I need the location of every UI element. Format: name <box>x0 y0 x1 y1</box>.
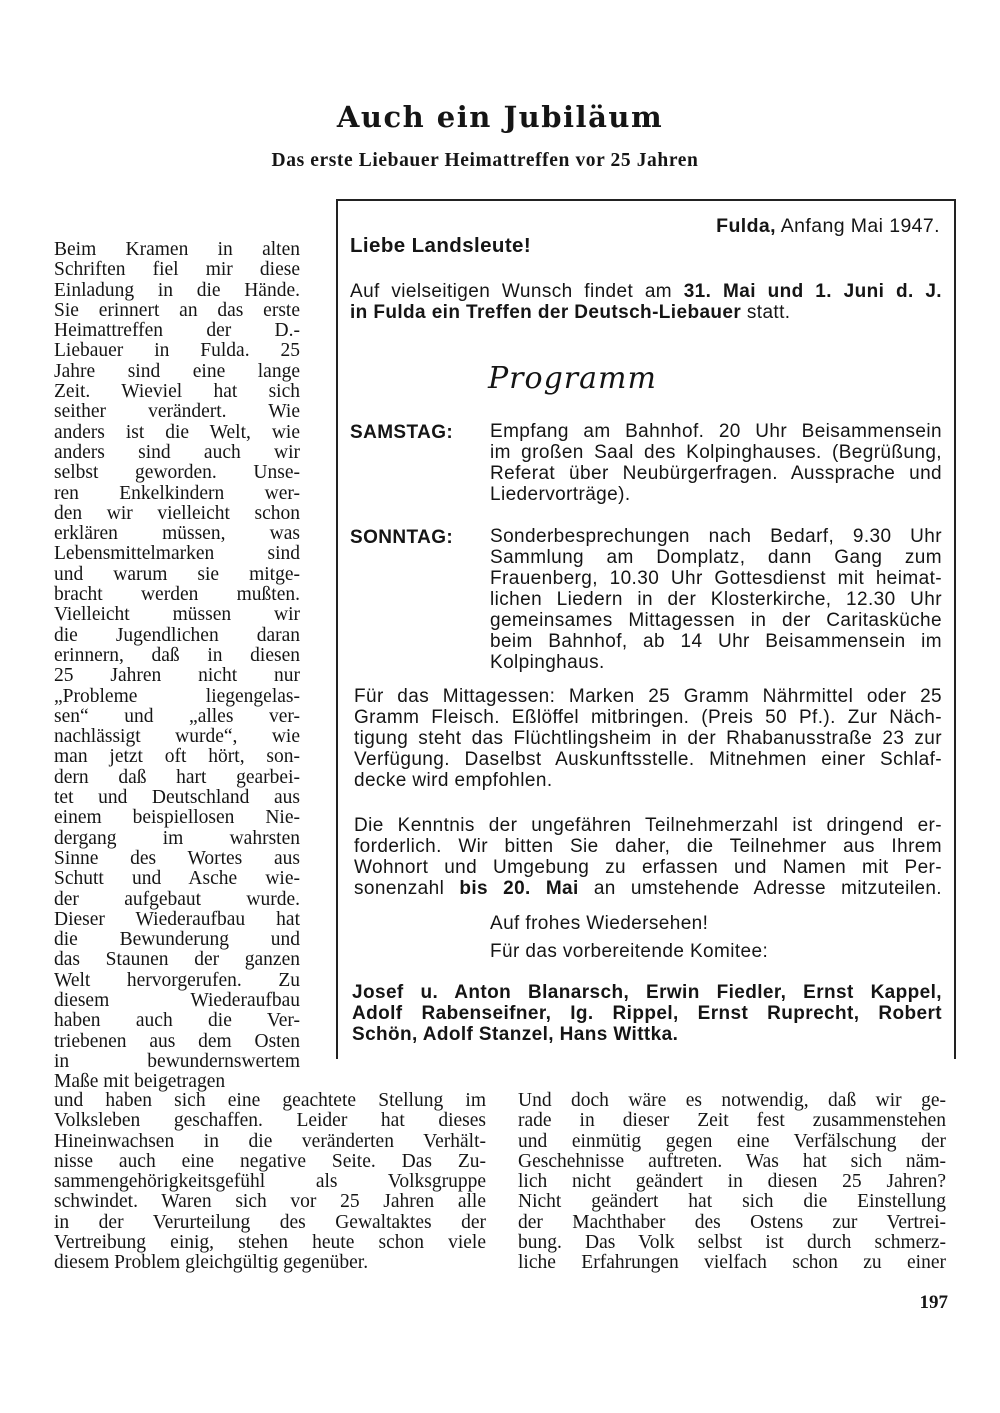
text-line: Schutt und Asche wie- <box>54 868 300 890</box>
text-line: Maße mit beigetragen <box>54 1071 226 1093</box>
text-line: Gramm Fleisch. Eßlöffel mitbringen. (Preis 50 Pf.). Zur Näch- <box>354 707 942 728</box>
text-line: Sammlung am Domplatz, dann Gang zum <box>490 547 942 568</box>
text-line: Beim Kramen in alten <box>54 239 300 260</box>
text-line: selbst geworden. Unse- <box>54 462 300 484</box>
article-subtitle: Das erste Liebauer Heimattreffen vor 25 Jahren <box>271 150 699 171</box>
text-line: Verfügung. Daselbst Auskunftsstelle. Mitnehmen einer Schlaf- <box>354 749 942 770</box>
text-line: rade in dieser Zeit fest zusammenstehen <box>518 1110 946 1132</box>
intro-text: Auf vielseitigen Wunsch findet am <box>350 281 673 302</box>
text-line: bung. Das Volk selbst ist durch schmerz- <box>518 1232 946 1254</box>
text-line: Die Kenntnis der ungefähren Teilnehmerzahl ist dringend er- <box>354 815 942 836</box>
article-title: Auch ein Jubiläum <box>336 100 664 134</box>
text-line: erinnern, daß in diesen <box>54 644 300 666</box>
text-line: und warum sie mitge- <box>54 563 300 585</box>
text-line: der aufgebaut wurde. <box>54 888 300 910</box>
text-line: beim Bahnhof, ab 14 Uhr Beisammensein im <box>490 631 942 652</box>
text-line: forderlich. Wir bitten Sie daher, die Teilnehmer aus Ihrem <box>354 836 942 857</box>
participant-count-note <box>354 815 942 899</box>
committee-names <box>352 982 942 1045</box>
text-line: Kolpinghaus. <box>490 652 605 673</box>
text-line: Sonderbesprechungen nach Bedarf, 9.30 Uhr <box>490 526 942 547</box>
text-line: sammengehörigkeitsgefühl als Volksgruppe <box>54 1171 486 1193</box>
text-line: triebenen aus dem Osten <box>54 1030 300 1052</box>
text-line: diesem Wiederaufbau <box>54 989 300 1011</box>
text-line: Nicht geändert hat sich die Einstellung <box>518 1191 946 1213</box>
text-line: Sinne des Wortes aus <box>54 847 300 869</box>
intro-text: statt. <box>746 302 791 323</box>
bottom-left-column <box>54 1091 486 1274</box>
text-line: dern daß hart gearbei- <box>54 766 300 788</box>
text-line: Josef u. Anton Blanarsch, Erwin Fiedler, Ernst Kappel, <box>352 982 942 1003</box>
page-number: 197 <box>919 1292 948 1313</box>
text-line: schwindet. Waren sich vor 25 Jahren alle <box>54 1191 486 1213</box>
text-line <box>354 878 942 899</box>
invitation-intro <box>350 281 942 323</box>
text-line <box>350 302 942 323</box>
text-line: in bewundernswertem <box>54 1050 300 1072</box>
text-line: einem beispiellosen Nie- <box>54 807 300 829</box>
intro-dates: 31. Mai und 1. Juni d. J. <box>683 281 942 302</box>
programm-heading: Programm <box>488 361 657 396</box>
text-line: Lebensmittelmarken sind <box>54 543 300 565</box>
left-column-text <box>54 240 300 1092</box>
text-line: Schriften fiel mir diese <box>54 259 300 281</box>
text-line: Für das Mittagessen: Marken 25 Gramm Nährmittel oder 25 <box>354 686 942 707</box>
text-line: nisse auch eine negative Seite. Das Zu- <box>54 1150 486 1172</box>
text-line: Heimattreffen der D.- <box>54 320 300 342</box>
text-line: Empfang am Bahnhof. 20 Uhr Beisammensein <box>490 421 942 442</box>
invitation-box <box>336 199 956 1059</box>
text-line: Frauenberg, 10.30 Uhr Gottesdienst mit heimat- <box>490 568 942 589</box>
text-line: decke wird empfohlen. <box>354 770 553 791</box>
text-line: Referat über Neubürgerfragen. Aussprache und <box>490 463 942 484</box>
text-line <box>350 281 942 302</box>
intro-place: in Fulda ein Treffen der Deutsch-Liebauer <box>350 302 742 323</box>
text-line: bracht werden mußten. <box>54 584 300 606</box>
text-line: Zeit. Wieviel hat sich <box>54 381 300 403</box>
count-text: sonenzahl <box>354 878 445 899</box>
text-line: anders sind auch wir <box>54 441 300 463</box>
text-line: Hineinwachsen in die veränderten Verhält- <box>54 1130 486 1152</box>
invitation-dateline <box>716 215 940 238</box>
text-line: Sie erinnert an das erste <box>54 299 300 321</box>
text-line: der Machthaber des Ostens zur Vertrei- <box>518 1211 946 1233</box>
text-line: Vielleicht müssen wir <box>54 604 300 626</box>
text-line: lich nicht geändert in diesen 25 Jahren? <box>518 1171 946 1193</box>
text-line: in der Verurteilung des Gewaltaktes der <box>54 1211 486 1233</box>
text-line: die Bewunderung und <box>54 929 300 951</box>
sunday-text <box>490 526 942 673</box>
text-line: man jetzt oft hört, son- <box>54 746 300 768</box>
invitation-place: Fulda, <box>716 215 776 237</box>
text-line: Liedervorträge). <box>490 484 631 505</box>
count-text: an umstehende Adresse mitzuteilen. <box>593 878 942 899</box>
text-line: Liebauer in Fulda. 25 <box>54 340 300 362</box>
text-line: liche Erfahrungen vielfach schon zu einer <box>518 1252 946 1274</box>
saturday-label: SAMSTAG: <box>350 422 454 443</box>
committee-intro: Für das vorbereitende Komitee: <box>490 941 769 962</box>
text-line: und haben sich eine geachtete Stellung im <box>54 1090 486 1111</box>
bottom-right-column <box>518 1091 946 1274</box>
text-line: lichen Liedern in der Klosterkirche, 12.30 Uhr <box>490 589 942 610</box>
text-line: im großen Saal des Kolpinghauses. (Begrüßung, <box>490 442 942 463</box>
text-line: gemeinsames Mittagessen in der Caritasküche <box>490 610 942 631</box>
deadline: bis 20. Mai <box>459 878 579 899</box>
text-line: Geschehnisse auftreten. Was hat sich näm- <box>518 1150 946 1172</box>
invitation-greeting: Liebe Landsleute! <box>350 234 532 257</box>
text-line: seither verändert. Wie <box>54 401 300 423</box>
text-line: ren Enkelkindern wer- <box>54 482 300 504</box>
text-line: 25 Jahren nicht nur <box>54 665 300 687</box>
invitation-date: Anfang Mai 1947. <box>780 215 940 237</box>
text-line: die Jugendlichen daran <box>54 624 300 646</box>
text-line: Einladung in die Hände. <box>54 279 300 301</box>
text-line: Volksleben geschaffen. Leider hat dieses <box>54 1110 486 1132</box>
text-line: haben auch die Ver- <box>54 1010 300 1032</box>
text-line: „Probleme liegengelas- <box>54 685 300 707</box>
sunday-label: SONNTAG: <box>350 527 454 548</box>
text-line: Dieser Wiederaufbau hat <box>54 908 300 930</box>
text-line: Schön, Adolf Stanzel, Hans Wittka. <box>352 1024 679 1045</box>
farewell: Auf frohes Wiedersehen! <box>490 913 709 934</box>
text-line: tet und Deutschland aus <box>54 787 300 809</box>
text-line: sen“ und „alles ver- <box>54 705 300 727</box>
text-line: den wir vielleicht schon <box>54 502 300 524</box>
text-line: und einmütig gegen eine Verfälschung der <box>518 1130 946 1152</box>
text-line: nachlässigt wurde“, wie <box>54 726 300 748</box>
text-line: tigung steht das Flüchtlingsheim in der Rhabanusstraße 23 zur <box>354 728 942 749</box>
text-line: Jahre sind eine lange <box>54 360 300 382</box>
text-line: Welt hervorgerufen. Zu <box>54 969 300 991</box>
text-line: Wohnort und Umgebung zu erfassen und Namen mit Per- <box>354 857 942 878</box>
meal-note <box>354 686 942 791</box>
text-line: dergang im wahrsten <box>54 827 300 849</box>
text-line: erklären müssen, was <box>54 523 300 545</box>
saturday-text <box>490 421 942 505</box>
text-line: Adolf Rabenseifner, Ig. Rippel, Ernst Ruprecht, Robert <box>352 1003 942 1024</box>
text-line: diesem Problem gleichgültig gegenüber. <box>54 1252 369 1274</box>
text-line: das Staunen der ganzen <box>54 949 300 971</box>
text-line: Vertreibung einig, stehen heute schon viele <box>54 1232 486 1254</box>
text-line: anders ist die Welt, wie <box>54 421 300 443</box>
text-line: Und doch wäre es notwendig, daß wir ge- <box>518 1090 946 1111</box>
